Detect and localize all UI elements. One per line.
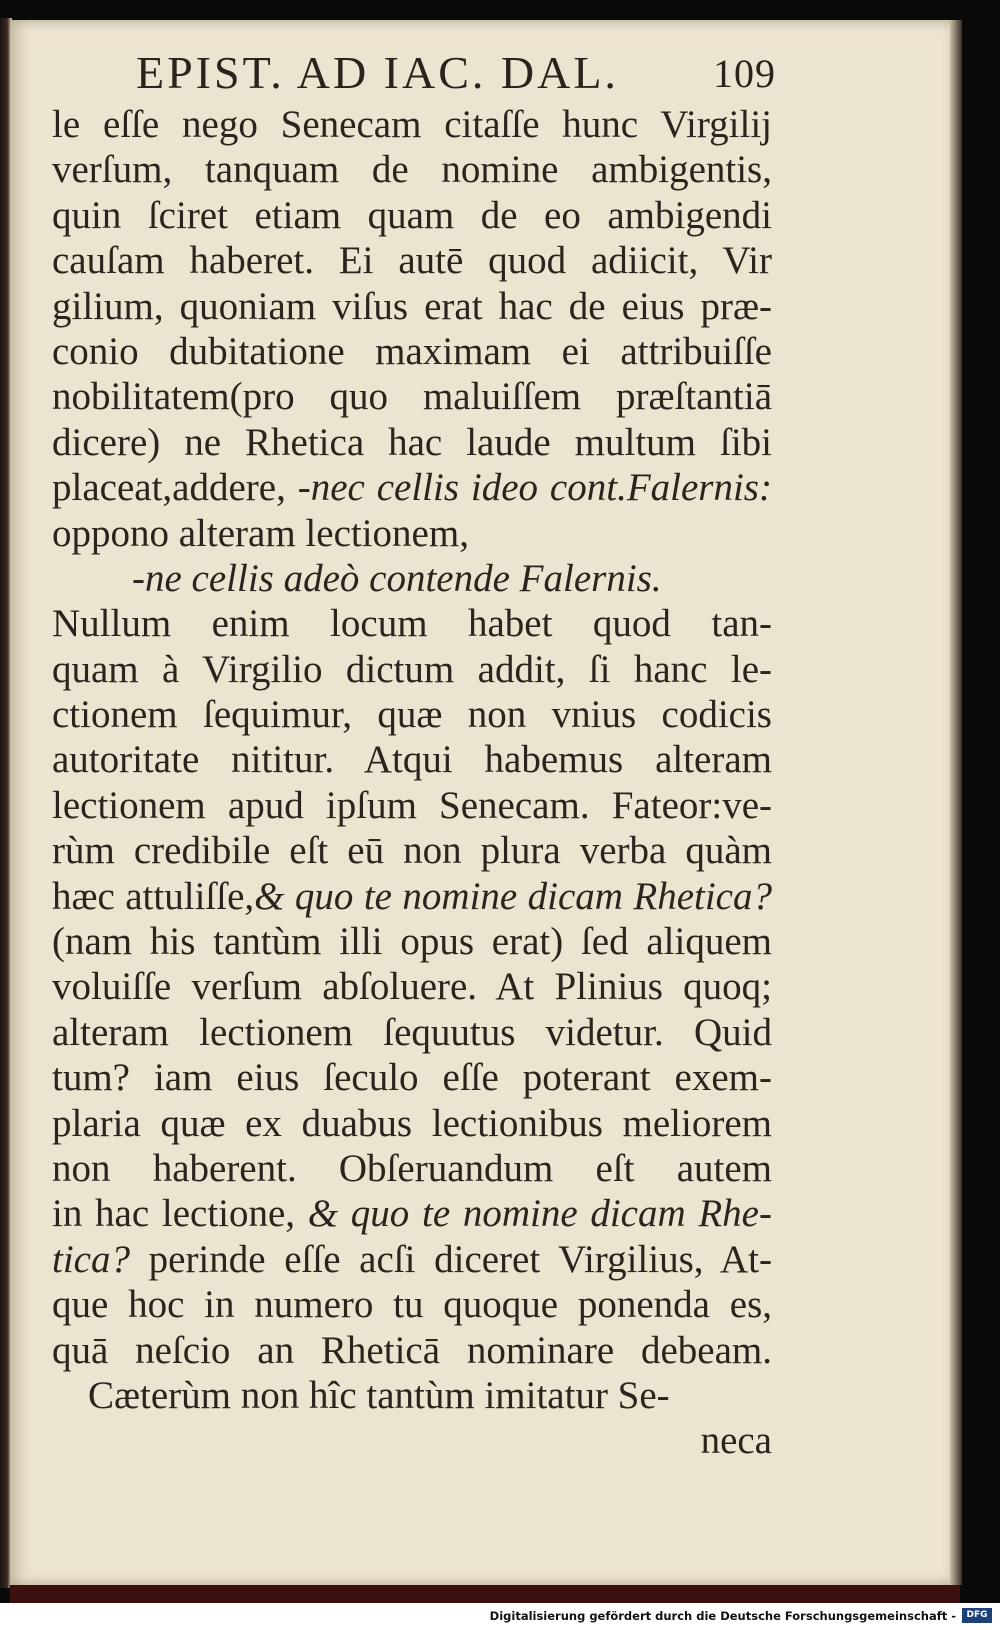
text-line: Cæterùm non hîc tantùm imitatur Se- <box>88 1373 670 1417</box>
italic-quotation: -nec cellis ideo cont.Falernis: <box>297 466 772 510</box>
text-line: autoritate nititur. Atqui habemus alteram <box>52 738 772 782</box>
text-line: voluiſſe verſum abſoluere. At Plinius quoq; <box>52 965 772 1009</box>
text-line: ctionem ſequimur, quæ non vnius codicis <box>52 693 772 737</box>
text-line: le eſſe nego Senecam citaſſe hunc Virgilij <box>52 103 772 146</box>
text-line: verſum, tanquam de nomine ambigentis, <box>52 148 772 192</box>
text-line <box>52 465 772 510</box>
page-number: 109 <box>713 51 776 96</box>
dfg-logo: DFG <box>962 1608 992 1623</box>
text-segment: hæc attuliſſe, <box>52 874 255 918</box>
text-segment: in hac lectione, <box>52 1192 308 1236</box>
text-line: Nullum enim locum habet quod tan- <box>52 602 772 646</box>
text-line: -ne cellis adeò contende Falernis. <box>132 556 662 600</box>
text-line: (nam his tantùm illi opus erat) ſed aliquem <box>52 920 772 964</box>
text-line: quin ſciret etiam quam de eo ambigendi <box>52 193 772 237</box>
text-line: lectionem apud ipſum Senecam. Fateor:ve- <box>52 783 772 827</box>
book-bottom-edge <box>10 1585 960 1603</box>
running-head-title: EPIST. AD IAC. DAL. <box>136 47 619 98</box>
text-line <box>52 1191 772 1236</box>
text-line: plaria quæ ex duabus lectionibus meliorem <box>52 1101 772 1145</box>
text-line: oppono alteram lectionem, <box>52 511 469 555</box>
text-line: gilium, quoniam viſus erat hac de eius præ- <box>52 284 772 328</box>
italic-quotation: & quo te nomine dicam Rhe- <box>307 1192 772 1236</box>
text-line <box>52 1237 772 1282</box>
running-head <box>136 46 776 106</box>
text-line: tum? iam eius ſeculo eſſe poterant exem- <box>52 1056 772 1100</box>
text-line: non haberent. Obſeruandum eſt autem <box>52 1146 772 1190</box>
text-line: que hoc in numero tu quoque ponenda es, <box>52 1283 772 1327</box>
catchword: neca <box>700 1419 772 1463</box>
text-line: quam à Virgilio dictum addit, ſi hanc le- <box>52 647 772 691</box>
footer-bar <box>0 1603 1000 1630</box>
text-line <box>52 874 772 919</box>
text-line: dicere) ne Rhetica hac laude multum ſibi <box>52 420 772 464</box>
body-text <box>52 102 772 1464</box>
funding-credit: Digitalisierung gefördert durch die Deutsche Forschungsgemeinschaft - <box>489 1609 956 1623</box>
text-line: alteram lectionem ſequutus videtur. Quid <box>52 1010 772 1054</box>
book-edge-right <box>950 20 962 1585</box>
text-segment: placeat,addere, <box>52 466 298 510</box>
text-segment: perinde eſſe acſi diceret Virgilius, At- <box>129 1237 772 1281</box>
text-line: rùm credibile eſt eū non plura verba quàm <box>52 829 772 873</box>
italic-quotation: tica? <box>52 1237 130 1281</box>
italic-quotation: & quo te nomine dicam Rhetica? <box>254 874 772 918</box>
text-line: quā neſcio an Rheticā nominare debeam. <box>52 1328 772 1372</box>
text-line: nobilitatem(pro quo maluiſſem præſtantiā <box>52 375 772 419</box>
text-line: conio dubitatione maximam ei attribuiſſe <box>52 329 772 373</box>
text-line: cauſam haberet. Ei autē quod adiicit, Vir <box>52 239 772 283</box>
